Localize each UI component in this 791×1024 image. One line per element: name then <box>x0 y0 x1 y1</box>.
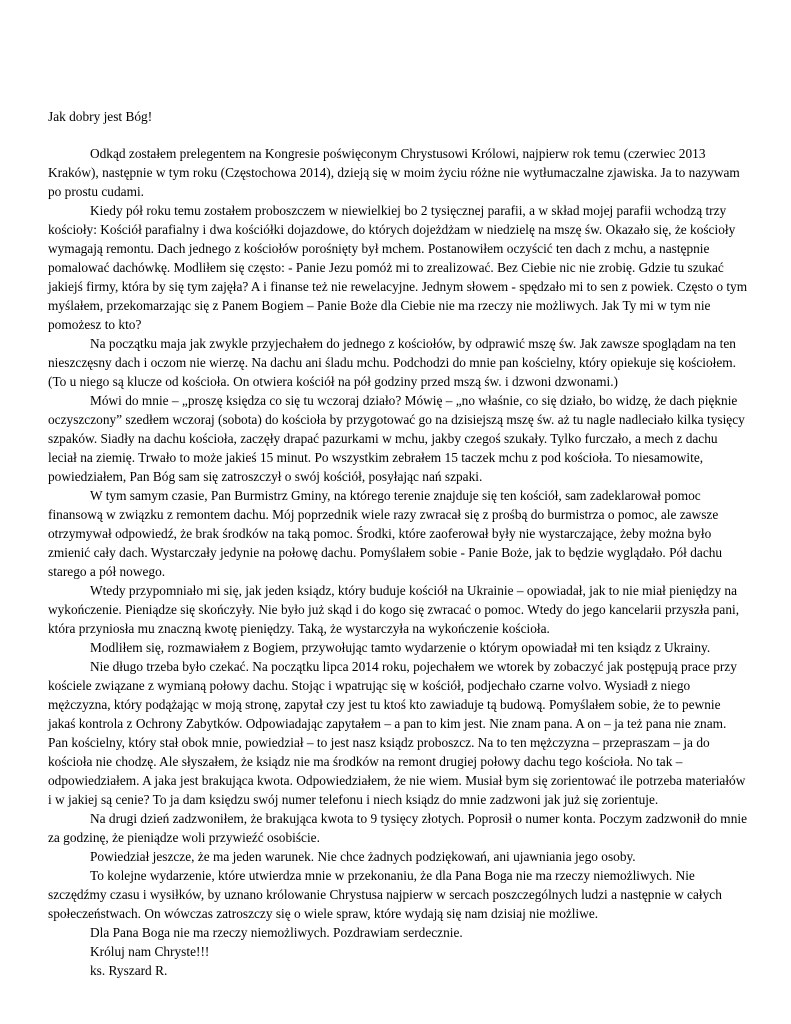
paragraph-3: Na początku maja jak zwykle przyjechałem do jednego z kościołów, by odprawić mszę św. Jak zawsze spoglądam na ten nieszczęsny dach i oczom nie wierzę. Na dachu ani śladu mchu. Podchodzi do mnie pan kościelny, który opiekuje się kościołem. (To u niego są klucze od kościoła. On otwiera kościół na pół godziny przed mszą św. i dzwoni dzwonami.) <box>48 336 736 389</box>
signature: ks. Ryszard R. <box>90 963 168 978</box>
document-body <box>48 107 748 980</box>
paragraph-1: Odkąd zostałem prelegentem na Kongresie poświęconym Chrystusowi Królowi, najpierw rok temu (czerwiec 2013 Kraków), następnie w tym roku (Częstochowa 2014), dzieją się w moim życiu różne nie wytłumaczalne zjawiska. Ja to nazywam po prostu cudami. <box>48 146 740 199</box>
document-title: Jak dobry jest Bóg! <box>48 109 153 124</box>
paragraph-6: Wtedy przypomniało mi się, jak jeden ksiądz, który buduje kościół na Ukrainie – opowiadał, jak to nie miał pieniędzy na wykończenie. Pieniądze się skończyły. Nie było już skąd i do kogo się zwracać o pomoc. Wtedy do jego kancelarii przyszła pani, która przyniosła mu znaczną kwotę pieniędzy. Taką, że wystarczyła na wykończenie kościoła. <box>48 583 740 636</box>
closing-line-greeting: Dla Pana Boga nie ma rzeczy niemożliwych. Pozdrawiam serdecznie. <box>90 925 463 940</box>
paragraph-9: Na drugi dzień zadzwoniłem, że brakująca kwota to 9 tysięcy złotych. Poprosił o numer konta. Poczym zadzwonił do mnie za godzinę, że pieniądze woli przywieźć osobiście. <box>48 811 747 845</box>
paragraph-5: W tym samym czasie, Pan Burmistrz Gminy, na którego terenie znajduje się ten kościół, sam zadeklarował pomoc finansową w związku z remontem dachu. Mój poprzednik wiele razy zwracał się z prośbą do burmistrza o pomoc, ale zawsze otrzymywał odpowiedź, że brak środków na taką pomoc. Środki, które zaoferował były nie wystarczające, żeby można było zmienić cały dach. Wystarczały jedynie na połowę dachu. Pomyślałem sobie - Panie Boże, jak to będzie wyglądało. Pół dachu starego a pół nowego. <box>48 488 723 579</box>
paragraph-11: To kolejne wydarzenie, które utwierdza mnie w przekonaniu, że dla Pana Boga nie ma rzeczy niemożliwych. Nie szczędźmy czasu i wysiłków, by uznano królowanie Chrystusa najpierw w sercach poszczególnych ludzi a następnie w całych społeczeństwach. On wówczas zatroszczy się o wiele spraw, które wydają się nam dzisiaj nie możliwe. <box>48 868 722 921</box>
paragraph-10: Powiedział jeszcze, że ma jeden warunek. Nie chce żadnych podziękowań, ani ujawniania jego osoby. <box>90 849 636 864</box>
paragraph-4: Mówi do mnie – „proszę księdza co się tu wczoraj działo? Mówię – „no właśnie, co się działo, bo widzę, że dach pięknie oczyszczony” szedłem wczoraj (sobota) do kościoła by przygotować go na dzisiejszą mszę św. aż tu nagle nadleciało kilka tysięcy szpaków. Siadły na dachu kościoła, zaczęły drapać pazurkami w mchu, jakby czegoś szukały. Tylko furczało, a mech z dachu leciał na ziemię. Trwało to może jakieś 15 minut. Po wszystkim zebrałem 15 taczek mchu z pod kościoła. To niesamowite, powiedziałem, Pan Bóg sam się zatroszczył o swój kościół, posyłając nań szpaki. <box>48 393 745 484</box>
paragraph-2: Kiedy pół roku temu zostałem proboszczem w niewielkiej bo 2 tysięcznej parafii, a w skład mojej parafii wchodzą trzy kościoły: Kościół parafialny i dwa kościółki dojazdowe, do których dojeżdżam w niedzielę na mszę św. Okazało się, że kościoły wymagają remontu. Dach jednego z kościołów porośnięty był mchem. Postanowiłem oczyścić ten dach z mchu, a następnie pomalować dachówkę. Modliłem się często: - Panie Jezu pomóż mi to zrealizować. Bez Ciebie nic nie zrobię. Gdzie tu szukać jakiejś firmy, która by się tym zajęła? A i finanse też nie rewelacyjne. Jednym słowem - spędzało mi to sen z powiek. Często o tym myślałem, przekomarzając się z Panem Bogiem – Panie Boże dla Ciebie nie ma rzeczy nie możliwych. Jak Ty mi w tym nie pomożesz to kto? <box>48 203 748 332</box>
paragraph-7: Modliłem się, rozmawiałem z Bogiem, przywołując tamto wydarzenie o którym opowiadał mi ten ksiądz z Ukrainy. <box>90 640 711 655</box>
paragraph-8: Nie długo trzeba było czekać. Na początku lipca 2014 roku, pojechałem we wtorek by zobaczyć jak postępują prace przy kościele związane z wymianą połowy dachu. Stojąc i wpatrując się w kościół, podjechało czarne volvo. Wysiadł z niego mężczyzna, który podążając w moją stronę, zapytał czy jest tu ktoś kto zawiaduje tą budową. Pomyślałem sobie, że to pewnie jakaś kontrola z Ochrony Zabytków. Odpowiadając zapytałem – a pan to kim jest. Nie znam pana. A on – ja też pana nie znam. Pan kościelny, który stał obok mnie, powiedział – to jest nasz ksiądz proboszcz. Na to ten mężczyzna – przepraszam – ja do kościoła nie chodzę. Ale słyszałem, że ksiądz nie ma środków na remont drugiej połowy dachu tego kościoła. No tak – odpowiedziałem. A jaka jest brakująca kwota. Odpowiedziałem, że nie wiem. Musiał bym się zorientować ile potrzeba materiałów i w jakiej są cenie? To ja dam księdzu swój numer telefonu i niech ksiądz do mnie zadzwoni jak już się zorientuje. <box>48 659 746 807</box>
closing-line-exclamation: Króluj nam Chryste!!! <box>90 944 210 959</box>
